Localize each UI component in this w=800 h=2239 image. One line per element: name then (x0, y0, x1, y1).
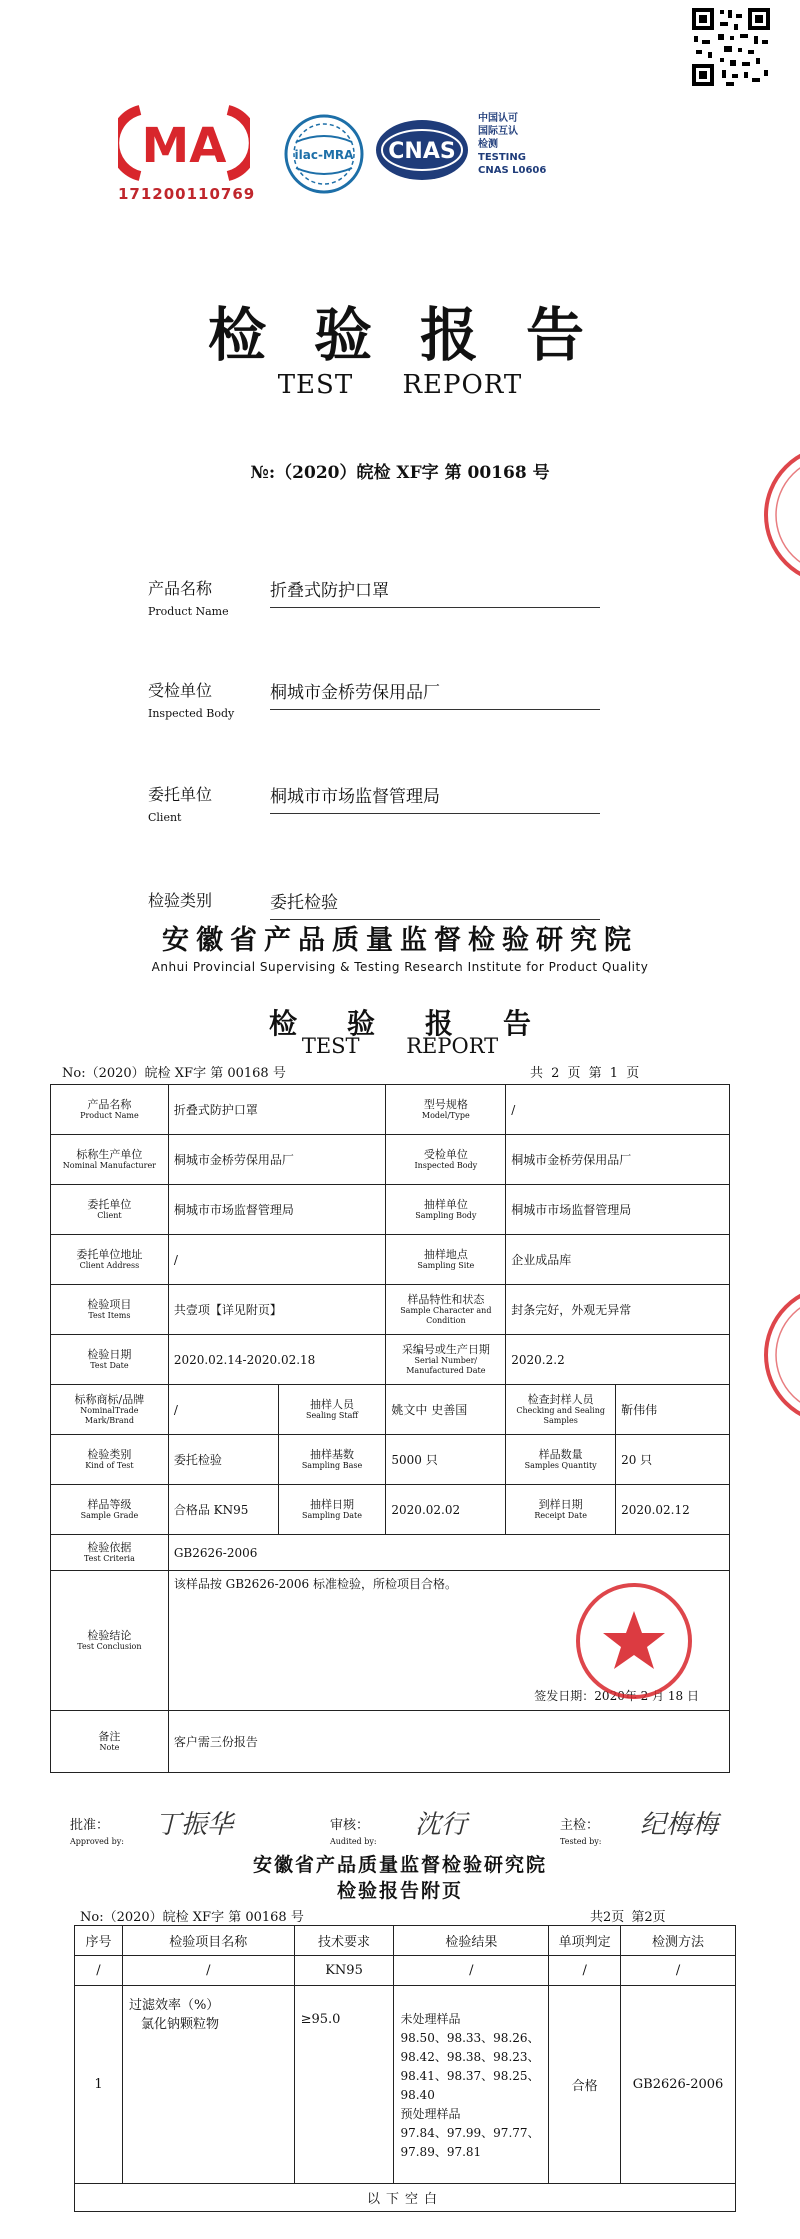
conclusion-text: 该样品按 GB2626-2006 标准检验，所检项目合格。 (173, 1577, 457, 1591)
tested-by: 主检： Tested by: (560, 1818, 602, 1846)
official-seal-icon (559, 1581, 709, 1701)
institute-name-cn: 安徽省产品质量监督检验研究院 (162, 925, 638, 956)
cnas-letters: CNAS (388, 139, 456, 164)
field-value: 桐城市市场监督管理局 (270, 782, 600, 814)
approved-signature: 丁振华 (155, 1810, 234, 1840)
cell-label: 检查封样人员 Checking and Sealing Samples (506, 1385, 616, 1435)
cell-label: 抽样单位 Sampling Body (386, 1185, 506, 1235)
cell-label: 采编号或生产日期 Serial Number/ Manufactured Date (386, 1335, 506, 1385)
field-value: 委托检验 (270, 888, 600, 920)
cell-label: 检验日期 Test Date (51, 1335, 169, 1385)
table-row (75, 1986, 736, 2184)
cell-label: 标称生产单位 Nominal Manufacturer (51, 1135, 169, 1185)
table-row (51, 1235, 730, 1285)
field-label: 受检单位 (148, 681, 213, 700)
qr-code (690, 6, 772, 88)
item-method: GB2626-2006 (621, 1986, 736, 2184)
audited-by: 审核： Audited by: (330, 1818, 377, 1846)
field-label-en: Inspected Body (148, 707, 235, 720)
cell-label: 样品特性和状态 Sample Character and Condition (386, 1285, 506, 1335)
field-label-en: Client (148, 811, 182, 824)
item-requirement: ≥95.0 (294, 1986, 394, 2184)
cell-label: 受检单位 Inspected Body (386, 1135, 506, 1185)
field-label: 检验类别 (148, 891, 213, 910)
attachment-table (74, 1925, 736, 2212)
cover-title-en: TEST REPORT (277, 370, 523, 400)
cell-label: 委托单位地址 Client Address (51, 1235, 169, 1285)
table-row (51, 1711, 730, 1773)
cnas-logo (374, 115, 470, 185)
field-label-en: Product Name (148, 605, 229, 618)
column-header: 单项判定 (549, 1926, 621, 1956)
item-result: 未处理样品 98.50、98.33、98.26、 98.42、98.38、98.23、 98.41、98.37、98.25、 98.40 预处理样品 97.84、97.99、97.77、 97.89、97.81 (394, 1986, 549, 2184)
cell-value: 桐城市金桥劳保用品厂 (506, 1135, 730, 1185)
cnas-line: CNAS L0606 (478, 165, 547, 176)
table-row (51, 1285, 730, 1335)
cnas-line: TESTING (478, 152, 526, 163)
table-row (51, 1385, 730, 1435)
field-label: 产品名称 (148, 579, 213, 598)
report-table (50, 1084, 730, 1773)
cell-value: 桐城市金桥劳保用品厂 (168, 1135, 386, 1185)
table-row (51, 1335, 730, 1385)
blank-below-note: 以下空白 (75, 2184, 736, 2212)
cell-value: 2020.02.02 (386, 1485, 506, 1535)
conclusion-cell (168, 1571, 729, 1711)
table-row (75, 2184, 736, 2212)
table-cell: / (75, 1956, 123, 1986)
cell-value: 姚文中 史善国 (386, 1385, 506, 1435)
report-title-en: TEST REPORT (301, 1034, 499, 1058)
cover-field-inspected-body (148, 678, 608, 720)
cell-value: / (506, 1085, 730, 1135)
cell-value: 靳伟伟 (616, 1385, 730, 1435)
cell-label: 检验类别 Kind of Test (51, 1435, 169, 1485)
cell-value: 2020.02.14-2020.02.18 (168, 1335, 386, 1385)
cover-field-test-type (148, 888, 608, 911)
cell-value: 20 只 (616, 1435, 730, 1485)
audited-signature: 沈行 (415, 1810, 468, 1840)
table-row (51, 1085, 730, 1135)
table-cell: KN95 (294, 1956, 394, 1986)
cnas-line: 国际互认 (478, 126, 518, 137)
table-cell: / (122, 1956, 294, 1986)
attachment-report-number: No:（2020）皖检 XF字 第 00168 号 (80, 1910, 304, 1925)
cell-value: 共壹项【详见附页】 (168, 1285, 386, 1335)
cma-logo (118, 100, 250, 186)
item-number: 1 (75, 1986, 123, 2184)
table-row-conclusion (51, 1571, 730, 1711)
column-header: 检测方法 (621, 1926, 736, 1956)
report-number: No:（2020）皖检 XF字 第 00168 号 (62, 1066, 286, 1081)
column-header: 检验项目名称 (122, 1926, 294, 1956)
cover-field-client (148, 782, 608, 824)
table-row (75, 1956, 736, 1986)
table-cell: / (394, 1956, 549, 1986)
table-cell: / (549, 1956, 621, 1986)
partial-stamp-icon (762, 440, 800, 590)
tested-signature: 纪梅梅 (640, 1810, 719, 1840)
column-header: 序号 (75, 1926, 123, 1956)
cell-value: 合格品 KN95 (168, 1485, 278, 1535)
column-header: 检验结果 (394, 1926, 549, 1956)
ilac-mra-logo (282, 112, 366, 196)
cover-report-number: №:（2020）皖检 XF字 第 00168 号 (250, 463, 550, 483)
cell-value: 2020.2.2 (506, 1335, 730, 1385)
cell-label: 抽样地点 Sampling Site (386, 1235, 506, 1285)
table-row (51, 1135, 730, 1185)
table-row (51, 1485, 730, 1535)
cell-label: 产品名称 Product Name (51, 1085, 169, 1135)
cell-label: 抽样人员 Sealing Staff (278, 1385, 386, 1435)
cnas-caption (478, 112, 546, 177)
cell-label: 抽样日期 Sampling Date (278, 1485, 386, 1535)
page-indicator: 共 2 页 第 1 页 (530, 1066, 640, 1081)
table-header-row (75, 1926, 736, 1956)
issue-date: 签发日期：2020年 2 月 18 日 (534, 1689, 699, 1703)
cell-label: 样品等级 Sample Grade (51, 1485, 169, 1535)
cnas-line: 中国认可 (478, 113, 518, 124)
cma-code: 171200110769 (118, 185, 256, 203)
approved-by: 批准： Approved by: (70, 1818, 124, 1846)
table-row (51, 1435, 730, 1485)
cell-value: 桐城市市场监督管理局 (168, 1185, 386, 1235)
cell-label: 委托单位 Client (51, 1185, 169, 1235)
item-name: 过滤效率（%） 氯化钠颗粒物 (122, 1986, 294, 2184)
cell-value: 折叠式防护口罩 (168, 1085, 386, 1135)
cover-title-cn: 检验报告 (207, 301, 632, 369)
cell-label: 检验项目 Test Items (51, 1285, 169, 1335)
cell-label: 抽样基数 Sampling Base (278, 1435, 386, 1485)
cell-value: 桐城市市场监督管理局 (506, 1185, 730, 1235)
table-cell: / (621, 1956, 736, 1986)
attachment-institute: 安徽省产品质量监督检验研究院 (252, 1854, 547, 1876)
attachment-title: 检验报告附页 (336, 1880, 463, 1902)
cell-label: 型号规格 Model/Type (386, 1085, 506, 1135)
institute-name-en: Anhui Provincial Supervising & Testing Research Institute for Product Quality (151, 960, 649, 974)
cell-value: GB2626-2006 (168, 1535, 729, 1571)
ilac-text: ilac-MRA (294, 148, 354, 162)
field-value: 桐城市金桥劳保用品厂 (270, 678, 600, 710)
cell-label: 备注 Note (51, 1711, 169, 1773)
cell-value: 委托检验 (168, 1435, 278, 1485)
field-label: 委托单位 (148, 785, 213, 804)
cell-label: 样品数量 Samples Quantity (506, 1435, 616, 1485)
partial-stamp-icon (762, 1280, 800, 1430)
table-row (51, 1535, 730, 1571)
cma-letters: MA (141, 118, 227, 174)
column-header: 技术要求 (294, 1926, 394, 1956)
item-verdict: 合格 (549, 1986, 621, 2184)
cnas-line: 检测 (478, 139, 498, 150)
cell-value: 封条完好，外观无异常 (506, 1285, 730, 1335)
attachment-page-indicator: 共2页 第2页 (590, 1910, 666, 1925)
cell-label: 标称商标/品牌 NominalTrade Mark/Brand (51, 1385, 169, 1435)
cell-value: / (168, 1385, 278, 1435)
cell-label: 检验依据 Test Criteria (51, 1535, 169, 1571)
cell-label: 到样日期 Receipt Date (506, 1485, 616, 1535)
cell-value: 客户需三份报告 (168, 1711, 729, 1773)
cell-value: 5000 只 (386, 1435, 506, 1485)
report-title-cn: 检验报告 (268, 1007, 581, 1040)
table-row (51, 1185, 730, 1235)
field-value: 折叠式防护口罩 (270, 576, 600, 608)
cell-value: 2020.02.12 (616, 1485, 730, 1535)
cover-field-product (148, 576, 608, 618)
cell-label: 检验结论 Test Conclusion (51, 1571, 169, 1711)
cell-value: 企业成品库 (506, 1235, 730, 1285)
cell-value: / (168, 1235, 386, 1285)
